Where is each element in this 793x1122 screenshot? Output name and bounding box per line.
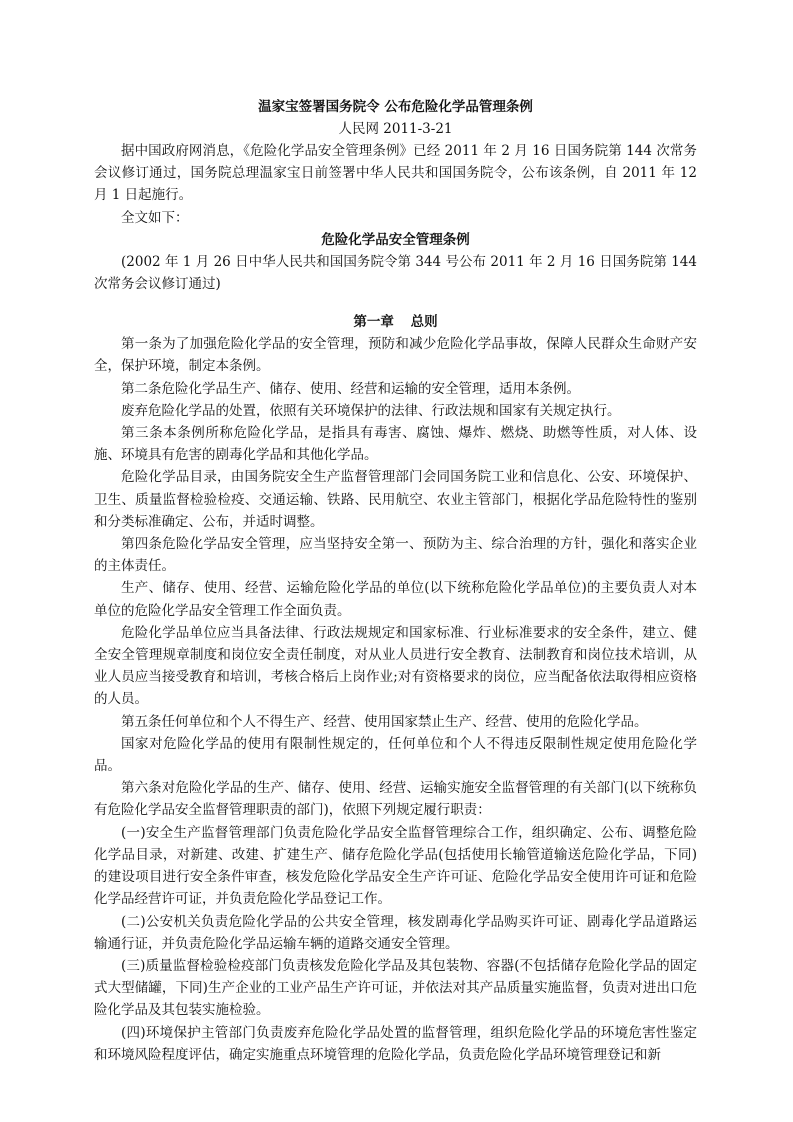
article-paragraph: 第四条危险化学品安全管理，应当坚持安全第一、预防为主、综合治理的方针，强化和落实企业的主体责任。 [94,536,697,575]
article-paragraph: 第五条任何单位和个人不得生产、经营、使用国家禁止生产、经营、使用的危险化学品。 [121,713,648,730]
chapter-title: 第一章 总则 [353,314,438,331]
article-paragraph: (一)安全生产监督管理部门负责危险化学品安全监督管理综合工作，组织确定、公布、调整危险化学品目录，对新建、改建、扩建生产、储存危险化学品(包括使用长输管道输送危险化学品，下同)的建设项目进行安全条件审查，核发危险化学品安全生产许可证、危险化学品安全使用许可证和危险化学品经营许可证，并负责危险化学品登记工作。 [94,824,697,908]
article-paragraph: 第二条危险化学品生产、储存、使用、经营和运输的安全管理，适用本条例。 [121,380,580,397]
law-promulgation-note: (2002 年 1 月 26 日中华人民共和国国务院令第 344 号公布 2011 年 2 月 16 日国务院第 144 次常务会议修订通过) [94,253,697,293]
article-paragraph: 国家对危险化学品的使用有限制性规定的，任何单位和个人不得违反限制性规定使用危险化学品。 [94,735,697,775]
news-source-date: 人民网 2011-3-21 [338,121,453,137]
article-paragraph: (四)环境保护主管部门负责废弃危险化学品处置的监督管理，组织危险化学品的环境危害性鉴定和环境风险程度评估，确定实施重点环境管理的危险化学品，负责危险化学品环境管理登记和新 [94,1024,697,1063]
article-paragraph: 第六条对危险化学品的生产、储存、使用、经营、运输实施安全监督管理的有关部门(以下统称负有危险化学品安全监督管理职责的部门)，依照下列规定履行职责： [94,780,697,819]
intro-paragraph: 全文如下： [121,209,189,226]
article-paragraph: (二)公安机关负责危险化学品的公共安全管理，核发剧毒化学品购买许可证、剧毒化学品道路运输通行证，并负责危险化学品运输车辆的道路交通安全管理。 [94,913,697,952]
article-paragraph: 废弃危险化学品的处置，依照有关环境保护的法律、行政法规和国家有关规定执行。 [121,402,621,419]
article-paragraph: (三)质量监督检验检疫部门负责核发危险化学品及其包装物、容器(不包括储存危险化学品的固定式大型储罐，下同)生产企业的工业产品生产许可证，并依法对其产品质量实施监督，负责对进出口危险化学品及其包装实施检验。 [94,957,697,1019]
news-title: 温家宝签署国务院令 公布危险化学品管理条例 [258,99,533,115]
intro-paragraph: 据中国政府网消息，《危险化学品安全管理条例》已经 2011 年 2 月 16 日国务院第 144 次常务会议修订通过，国务院总理温家宝日前签署中华人民共和国国务院令，公布该条例，自 2011 年 12 月 1 日起施行。 [94,143,697,204]
article-body [94,333,697,1066]
article-paragraph: 生产、储存、使用、经营、运输危险化学品的单位(以下统称危险化学品单位)的主要负责人对本单位的危险化学品安全管理工作全面负责。 [94,580,697,619]
article-paragraph: 第三条本条例所称危险化学品，是指具有毒害、腐蚀、爆炸、燃烧、助燃等性质，对人体、设施、环境具有危害的剧毒化学品和其他化学品。 [94,425,697,464]
article-paragraph: 危险化学品单位应当具备法律、行政法规规定和国家标准、行业标准要求的安全条件，建立、健全安全管理规章制度和岗位安全责任制度，对从业人员进行安全教育、法制教育和岗位技术培训，从业人员应当接受教育和培训，考核合格后上岗作业;对有资格要求的岗位，应当配备依法取得相应资格的人员。 [94,624,697,708]
article-paragraph: 危险化学品目录，由国务院安全生产监督管理部门会同国务院工业和信息化、公安、环境保护、卫生、质量监督检验检疫、交通运输、铁路、民用航空、农业主管部门，根据化学品危险特性的鉴别和分类标准确定、公布，并适时调整。 [94,469,697,530]
article-paragraph: 第一条为了加强危险化学品的安全管理，预防和减少危险化学品事故，保障人民群众生命财产安全，保护环境，制定本条例。 [94,336,697,375]
law-title: 危险化学品安全管理条例 [321,231,470,248]
